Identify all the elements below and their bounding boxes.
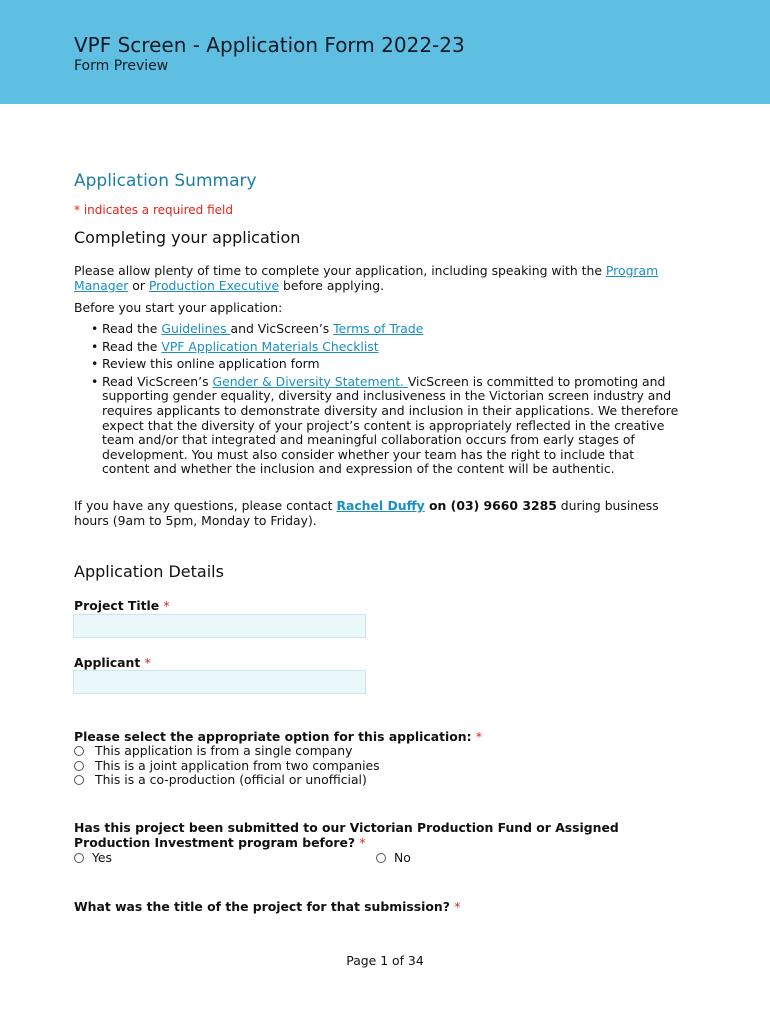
contact-pre-text: If you have any questions, please contact — [74, 498, 337, 513]
bullet4-text: VicScreen is committed to promoting and supporting gender equality, diversity and inclusiveness in the Victorian screen industry and requires applicants to demonstrate diversity and inclusion in their applications. We therefore expect that the diversity of your project’s content is appropriately reflected in the creative team and/or that integrated and meaningful collaboration occurs from early stages of development. You must also consider whether your team has the right to include that content and whether the inclusion and expression of the content will be authentic. — [102, 373, 679, 477]
radio-button[interactable] — [74, 775, 84, 785]
option-co-production[interactable] — [74, 773, 380, 788]
radio-button[interactable] — [74, 853, 84, 863]
yes-label: Yes — [92, 850, 113, 865]
contact-post-text: during business hours (9am to 5pm, Monday to Friday). — [74, 498, 659, 528]
required-star: * — [475, 729, 483, 744]
no-label: No — [394, 850, 411, 865]
applicant-label-text: Applicant — [74, 655, 145, 670]
rachel-duffy-link[interactable]: Rachel Duffy — [336, 498, 425, 513]
submitted-question-text: Has this project been submitted to our Victorian Production Fund or Assigned Production Investment program before? — [74, 820, 619, 850]
applicant-input[interactable] — [73, 670, 366, 694]
application-summary-heading: Application Summary — [74, 171, 257, 191]
intro-text-or: or — [128, 277, 149, 293]
guidelines-link[interactable]: Guidelines — [161, 321, 231, 336]
contact-phone: on (03) 9660 3285 — [424, 498, 557, 513]
bullet-review-form — [91, 357, 681, 372]
required-star: * — [454, 899, 461, 914]
option-label: This application is from a single company — [95, 743, 353, 758]
program-manager-link[interactable]: Program Manager — [74, 263, 659, 293]
completing-application-heading: Completing your application — [74, 228, 301, 247]
intro-text-1: Please allow plenty of time to complete your application, including speaking with the — [74, 263, 606, 278]
option-joint-application[interactable] — [74, 759, 380, 774]
option-single-company[interactable] — [74, 744, 380, 759]
bullet-checklist — [91, 340, 681, 355]
bullet-guidelines — [91, 322, 681, 337]
option-no[interactable] — [376, 851, 411, 866]
title-question-text: What was the title of the project for that submission? — [74, 899, 455, 914]
checklist-bullets — [91, 322, 681, 480]
page-number: Page 1 of 34 — [346, 953, 424, 968]
materials-checklist-link[interactable]: VPF Application Materials Checklist — [161, 338, 379, 354]
bullet4-pre-text: Read VicScreen’s — [102, 373, 213, 389]
diversity-statement-link[interactable]: Gender & Diversity Statement. — [212, 373, 408, 389]
radio-button[interactable] — [74, 761, 84, 771]
bullet2-text: Read the — [102, 338, 162, 354]
option-label: This is a co-production (official or unofficial) — [95, 772, 367, 788]
bullet1-mid-text: and VicScreen’s — [230, 321, 334, 336]
submitted-before-question — [74, 821, 664, 850]
bullet-diversity — [91, 375, 681, 477]
required-field-note: * indicates a required field — [74, 203, 233, 217]
intro-text-2: before applying. — [279, 277, 385, 293]
option-yes[interactable] — [74, 851, 112, 866]
page-header — [0, 0, 770, 104]
application-option-question — [74, 729, 482, 744]
required-star: * — [359, 834, 366, 850]
bullet1-text: Read the — [102, 321, 162, 336]
previous-title-question — [74, 899, 460, 914]
contact-paragraph — [74, 499, 664, 528]
required-star: * — [163, 598, 170, 613]
bullet3-text: Review this online application form — [102, 356, 320, 372]
application-details-heading: Application Details — [74, 562, 224, 581]
project-title-label-text: Project Title — [74, 598, 164, 613]
option-label: This is a joint application from two companies — [95, 757, 380, 773]
project-title-input[interactable] — [73, 614, 366, 638]
before-start-text: Before you start your application: — [74, 300, 283, 315]
radio-button[interactable] — [376, 853, 386, 863]
form-title: VPF Screen - Application Form 2022-23 — [74, 33, 465, 57]
option-question-text: Please select the appropriate option for this application: — [74, 729, 476, 744]
application-option-group — [74, 744, 380, 788]
intro-paragraph — [74, 264, 674, 293]
form-subtitle: Form Preview — [74, 58, 169, 74]
radio-button[interactable] — [74, 746, 84, 756]
production-executive-link[interactable]: Production Executive — [148, 277, 280, 293]
applicant-label — [74, 655, 151, 670]
project-title-label — [74, 598, 170, 613]
required-star: * — [144, 655, 151, 670]
terms-of-trade-link[interactable]: Terms of Trade — [333, 321, 424, 336]
